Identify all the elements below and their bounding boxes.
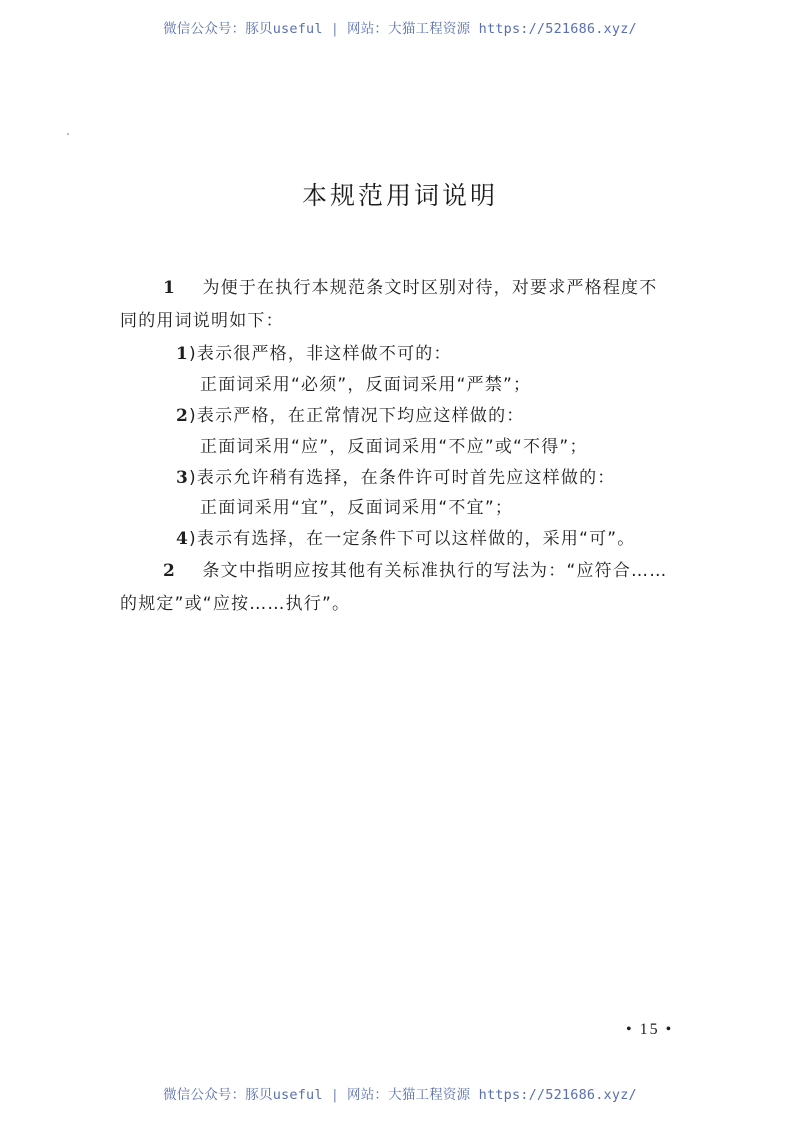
list-item-3-number: 3: [176, 468, 190, 488]
list-item-4-text: )表示有选择，在一定条件下可以这样做的，采用“可”。: [189, 529, 636, 549]
watermark-separator: |: [330, 21, 340, 37]
page-title: 本规范用词说明: [301, 181, 498, 210]
list-item-4: [176, 524, 635, 549]
page-number: [620, 1021, 679, 1039]
list-item-2-sub: 正面词采用“应”，反面词采用“不应”或“不得”；: [200, 437, 588, 457]
paragraph-2-line-2: 的规定”或“应按……执行”。: [120, 594, 351, 614]
paragraph-2-text: 条文中指明应按其他有关标准执行的写法为：“应符合……: [202, 561, 668, 581]
list-item-4-number: 4: [176, 529, 190, 549]
watermark-site: 网站：大猫工程资源 https://521686.xyz/: [347, 21, 637, 37]
list-item-3: [176, 463, 615, 488]
list-item-1-number: 1: [176, 344, 190, 364]
list-item-3-sub: 正面词采用“宜”，反面词采用“不宜”；: [200, 498, 514, 518]
list-item-1: [176, 339, 452, 364]
paragraph-1-text: 为便于在执行本规范条文时区别对待，对要求严格程度不: [202, 278, 658, 298]
paragraph-2-number: 2: [163, 561, 177, 581]
list-item-1-sub: 正面词采用“必须”，反面词采用“严禁”；: [200, 375, 532, 395]
page-number-dot-right: •: [665, 1021, 674, 1038]
watermark-wechat: 微信公众号：豚贝useful: [163, 21, 323, 37]
paragraph-1-number: 1: [163, 278, 177, 298]
watermark-wechat-bottom: 微信公众号：豚贝useful: [163, 1087, 323, 1103]
watermark-site-bottom: 网站：大猫工程资源 https://521686.xyz/: [347, 1087, 637, 1103]
watermark-header: [0, 17, 800, 37]
list-item-3-text: )表示允许稍有选择，在条件许可时首先应这样做的：: [189, 468, 616, 488]
paragraph-1-line-2: 同的用词说明如下：: [120, 311, 284, 331]
paragraph-1-line-1: [163, 273, 657, 298]
page-number-dot-left: •: [626, 1021, 634, 1038]
list-item-1-text: )表示很严格，非这样做不可的：: [189, 344, 452, 364]
watermark-separator-bottom: |: [330, 1087, 340, 1103]
scan-speck: [67, 133, 69, 135]
list-item-2-number: 2: [176, 406, 190, 426]
paragraph-2-line-1: [163, 556, 667, 581]
watermark-footer: [0, 1083, 800, 1103]
list-item-2-text: )表示严格，在正常情况下均应这样做的：: [189, 406, 525, 426]
page-number-value: 15: [639, 1021, 660, 1038]
list-item-2: [176, 401, 524, 426]
